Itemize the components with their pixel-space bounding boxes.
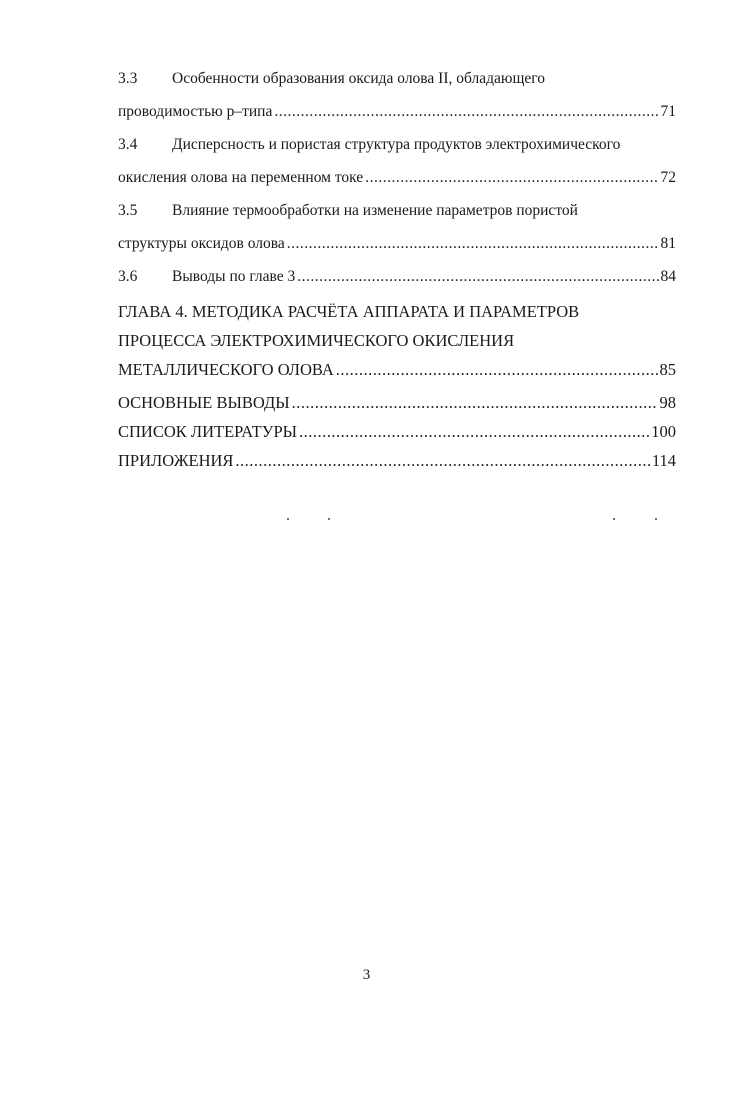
- speck: [328, 518, 330, 520]
- dot-leader: [299, 417, 649, 446]
- dot-leader: [336, 355, 658, 384]
- entry-title: СПИСОК ЛИТЕРАТУРЫ: [118, 422, 298, 441]
- chapter-title-continued: МЕТАЛЛИЧЕСКОГО ОЛОВА: [118, 360, 334, 379]
- section-title: Дисперсность и пористая структура продуктов электрохимического: [172, 136, 621, 153]
- page-number: 3: [362, 967, 371, 983]
- scan-specks: [0, 515, 733, 523]
- toc-entry-line: [118, 326, 676, 355]
- toc-entry-line: [118, 128, 676, 161]
- dot-leader: [292, 388, 658, 417]
- page-reference: 81: [660, 235, 676, 252]
- toc-entry-line: [118, 297, 676, 326]
- toc-entry-3-6[interactable]: [118, 260, 676, 293]
- chapter-title: ГЛАВА 4. МЕТОДИКА РАСЧЁТА АППАРАТА И ПАРАМЕТРОВ: [118, 302, 580, 321]
- toc-entry-line: [118, 355, 676, 384]
- page-reference: 71: [660, 103, 676, 120]
- page-reference: 114: [651, 451, 676, 470]
- page-reference: 98: [659, 393, 676, 412]
- toc-entry-line: [118, 388, 676, 417]
- page-reference: 85: [659, 360, 676, 379]
- speck: [655, 518, 657, 520]
- section-title-continued: проводимостью р–типа: [118, 103, 273, 120]
- chapter-title-continued: ПРОЦЕССА ЭЛЕКТРОХИМИЧЕСКОГО ОКИСЛЕНИЯ: [118, 331, 515, 350]
- section-title: Влияние термообработки на изменение параметров пористой: [172, 202, 578, 219]
- toc-entry-line: [118, 227, 676, 260]
- dot-leader: [365, 161, 658, 194]
- toc-entry-line: [118, 194, 676, 227]
- toc-entry-line: [118, 62, 676, 95]
- toc-entry-line: [118, 260, 676, 293]
- toc-entry-appendices[interactable]: [118, 446, 676, 475]
- section-title: Выводы по главе 3: [172, 268, 296, 285]
- table-of-contents: [118, 62, 676, 475]
- page-reference: 100: [651, 422, 676, 441]
- toc-entry-conclusions[interactable]: [118, 388, 676, 417]
- dot-leader: [274, 95, 658, 128]
- page-reference: 84: [660, 268, 676, 285]
- toc-entry-3-4[interactable]: [118, 128, 676, 194]
- toc-entry-line: [118, 95, 676, 128]
- page-reference: 72: [660, 169, 676, 186]
- section-number: 3.5: [118, 202, 138, 219]
- toc-entry-chapter-4[interactable]: [118, 297, 676, 384]
- toc-entry-line: [118, 161, 676, 194]
- dot-leader: [297, 260, 658, 293]
- dot-leader: [287, 227, 659, 260]
- toc-entry-line: [118, 417, 676, 446]
- toc-entry-references[interactable]: [118, 417, 676, 446]
- section-number: 3.3: [118, 70, 138, 87]
- toc-entry-3-3[interactable]: [118, 62, 676, 128]
- section-number: 3.4: [118, 136, 138, 153]
- speck: [613, 518, 615, 520]
- section-number: 3.6: [118, 268, 138, 285]
- toc-entry-line: [118, 446, 676, 475]
- dot-leader: [235, 446, 649, 475]
- entry-title: ПРИЛОЖЕНИЯ: [118, 451, 234, 470]
- speck: [287, 518, 289, 520]
- section-title-continued: окисления олова на переменном токе: [118, 169, 364, 186]
- entry-title: ОСНОВНЫЕ ВЫВОДЫ: [118, 393, 290, 412]
- section-title: Особенности образования оксида олова II, обладающего: [172, 70, 545, 87]
- section-title-continued: структуры оксидов олова: [118, 235, 285, 252]
- toc-entry-3-5[interactable]: [118, 194, 676, 260]
